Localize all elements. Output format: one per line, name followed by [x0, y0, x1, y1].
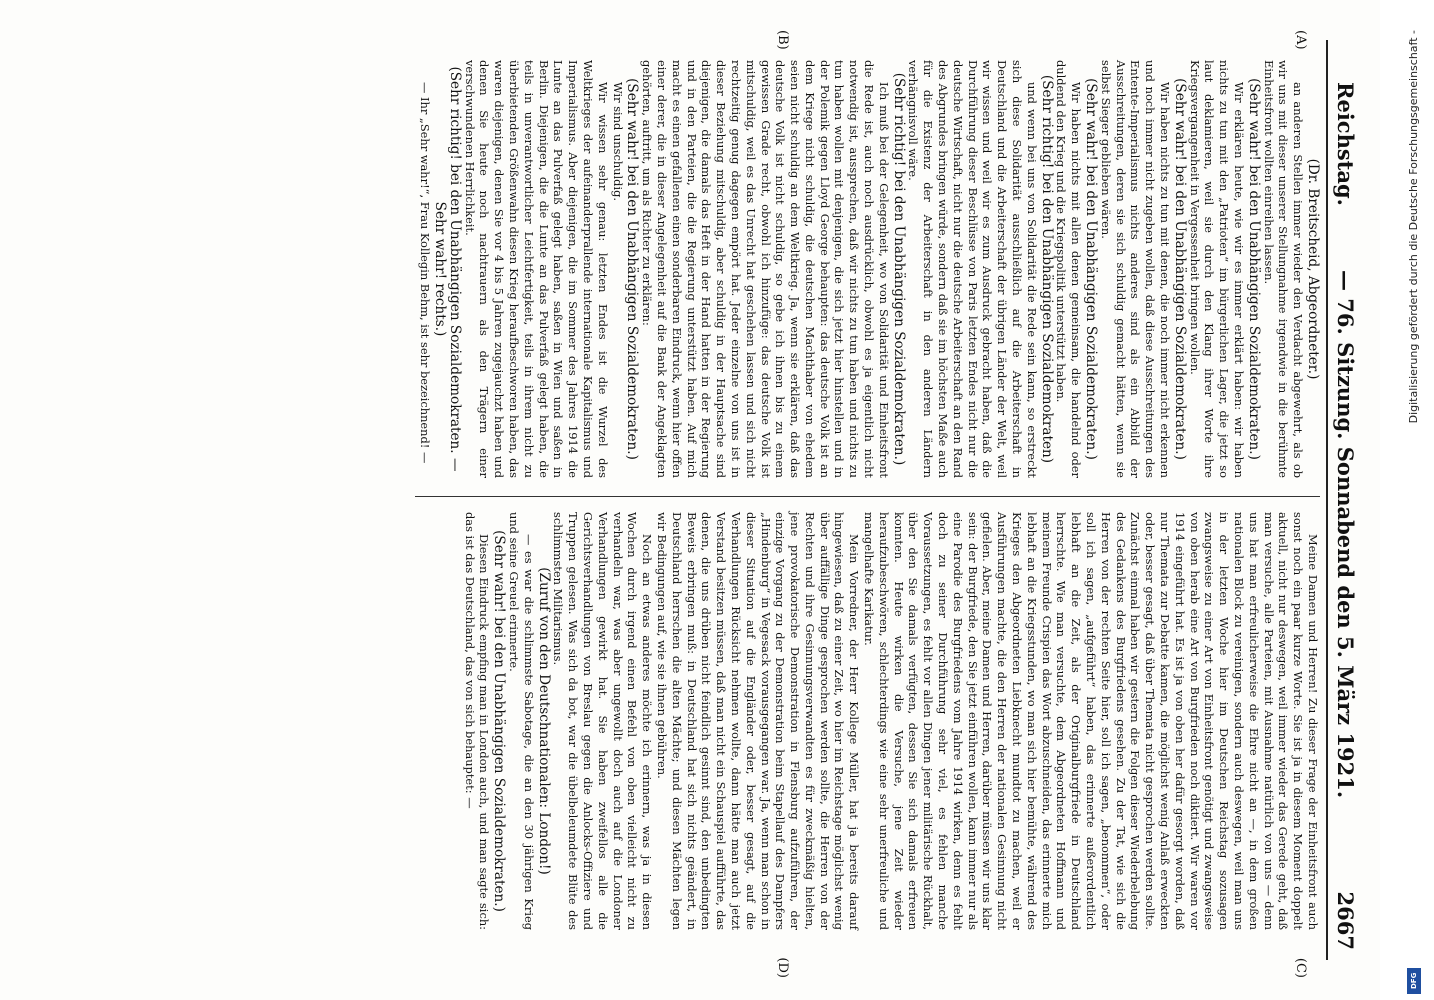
margin-mark-b: (B)	[775, 30, 790, 50]
left-column	[417, 60, 1320, 478]
margin-mark-c: (C)	[1293, 957, 1308, 978]
header-center: — 76. Sitzung. Sonnabend den 5. März 1921.	[1333, 270, 1358, 799]
interjection: (Sehr wahr! bei den Unabhängigen Sozialdemokraten.)	[1171, 78, 1188, 460]
paragraph: Wir sind unschuldig.	[610, 82, 625, 202]
digitization-footer	[1403, 0, 1425, 1000]
right-column	[462, 512, 1320, 930]
page-header	[1326, 40, 1362, 960]
paragraph: Noch an etwas anderes möchte ich erinnern, was ja in diesen Wochen durch irgend einen Befehl von oben vielleicht nicht zu verhandeln war, was aber ungewollt doch auch auf die Londoner Verhandlungen gewirkt hat. Sie haben zweifellos alle die Gerichtsverhandlungen von Breslau gegen die Anlocks-Offiziere und Truppen gelesen. Was sich da bot, war die übelbeleumdete Blüte des schlimmsten Militarismus.	[551, 512, 655, 930]
paragraph: Meine Damen und Herren! Zu dieser Frage der Einheitsfront auch sonst noch ein paar kurze Worte. Sie ist ja in diesem Moment doppelt aktuell, nicht nur deswegen, weil immer wieder das Gerede geht, daß man versuche, alle Parteien, mit Ausnahme natürlich von uns — denn uns hat man erfreulicherweise die Ehre nicht an —, in dem großen nationalen Block zu vereinigen, sondern auch deswegen, weil man uns in der letzten Woche hier im Deutschen Reichstag sozusagen zwangsweise zu einer Art von Einheitsfront genötigt und zwangsweise von oben herab eine Art von Burgfrieden noch diktiert. Wir waren vor 1914 eingeführt hat. Es ist ja von oben her dafür gesorgt worden, daß nur Themata zur Debatte kamen, die möglichst wenig Anlaß erweckten oder, besser gesagt, daß über Themata nicht gesprochen werden sollte. Zunächst einmal haben wir gestern die Folgen dieser Wiederbelebung des Gedankens des Burgfriedens gesehen. Zu der Tat, wie sich die Herren von der rechten Seite hier, soll ich sagen, „benommen“, oder soll ich sagen, „aufgeführt“ haben, das erinnerte außerordentlich lebhaft an die Zeit, als der Originalburgfriede in Deutschland herrschte. Wie man versuchte, dem Abgeordneten Hoffmann und meinem Freunde Crispien das Wort abzuschneiden, das erinnerte mich lebhaft an die Kriegsstunden, wo man sich hier bemühte, während des Krieges den Abgeordneten Liebknecht mundtot zu machen, weil er Ausführungen machte, die den Herren der nationalen Gesinnung nicht gefielen. Aber, meine Damen und Herren, darüber müssen wir uns klar sein: der Burgfriede, den Sie jetzt einführen wollen, kann immer nur als eine Parodie des Burgfriedens vom Jahre 1914 wirken, denn es fehlt doch zu seiner Durchführung sehr viel, es fehlen manche Voraussetzungen, es fehlt vor allen Dingen jener militärische Rückhalt, über den Sie damals verfügten, dessen Sie sich damals erfreuen konnten. Heute wirken die Versuche, jene Zeit wieder heraufzubeschwören, schlechterdings wie eine sehr unerfreuliche und mangelhafte Karikatur.	[862, 512, 1320, 930]
interjection: (Sehr richtig! bei den Unabhängigen Sozialdemokraten. — Sehr wahr! rechts.)	[431, 66, 463, 472]
paragraph: Wir haben nichts mit allen denen gemeinsam, die handelnd oder duldend den Krieg und die Kriegspolitik unterstützt haben.	[1054, 60, 1084, 478]
interjection: (Sehr wahr! bei den Unabhängigen Sozialdemokraten.)	[624, 78, 641, 460]
page-number: 2667	[1333, 891, 1358, 950]
interjection: (Sehr wahr! bei den Unabhängigen Sozialdemokraten.)	[1083, 78, 1100, 460]
interjection: (Sehr richtig! bei den Unabhängigen Sozialdemokraten)	[1038, 74, 1055, 464]
paragraph: — Ihr „Sehr wahr!“, Frau Kollegin Behm, ist sehr bezeichnend! —	[418, 82, 433, 464]
interjection: (Zuruf von den Deutschnationalen: London!)	[535, 567, 552, 875]
margin-mark-a: (A)	[1293, 30, 1308, 50]
interjection: (Sehr wahr! bei den Unabhängigen Sozialdemokraten.)	[491, 530, 508, 912]
paragraph: Diesen Eindruck empfing man in London auch, und man sagte sich: das ist das Deutschland, das von sich behauptet: —	[462, 512, 492, 930]
header-left: Reichstag.	[1333, 82, 1358, 206]
dfg-logo: DFG	[1407, 968, 1421, 994]
interjection: (Dr. Breitscheid, Abgeordneter.)	[1305, 158, 1321, 380]
paragraph: Wir haben nichts zu tun mit denen, die noch immer nicht erkennen und noch immer nicht zugeben wollen, daß diese Ausschreitungen des Entente-Imperialismus nichts anderes sind als ein Abbild der Ausschreitungen, deren sie sich schuldig gemacht hätten, wenn sie selbst Sieger geblieben wären.	[1098, 60, 1173, 478]
paragraph: Wir erklären heute, wie wir es immer erklärt haben: wir haben nichts zu tun mit den „Patrioten“ im bürgerlichen Lager, die jetzt so laut deklamieren, weil sie durch den Klang ihrer Worte ihre Kriegsvergangenheit in Vergessenheit bringen wollen.	[1187, 60, 1247, 478]
paragraph: Wir wissen sehr genau: letzten Endes ist die Wurzel des Weltkrieges der aufeinanderprallende internationale Kapitalismus und Imperialismus. Aber diejenigen, die im Sommer des Jahres 1914 die Lunte an das Pulverfaß gelegt haben, saßen in Wien und saßen in Berlin. Diejenigen, die die Lunte an das Pulverfaß gelegt haben, die teils in unverantwortlicher Leichtfertigkeit, teils in ihrem nicht zu überbietenden Größenwahn diesen Krieg heraufbeschworen haben, das waren diejenigen, denen Sie vor 4 bis 5 Jahren zugejauchzt haben und denen Sie heute noch nachtrauern als den Trägern einer verschwundenen Herrlichkeit.	[462, 60, 610, 478]
paragraph: Ich muß bei der Gelegenheit, wo von Solidarität und Einheitsfront die Rede ist, auch noch ausdrücklich, obwohl es ja eigentlich nicht notwendig ist, aussprechen, daß wir nichts zu tun haben und nichts zu tun haben wollen mit denjenigen, die sich jetzt hier hinstellen und in der Polemik gegen Lloyd George behaupten: das deutsche Volk ist an dem Kriege nicht schuldig, die deutschen Machthaber von ehedem seien nicht schuldig an dem Weltkrieg. Ja, wenn sie erklären, daß das deutsche Volk ist nicht schuldig, so gebe ich ihnen bis zu einem gewissen Grade recht, obwohl ich hinzufüge: das deutsche Volk ist mitschuldig, weil es das Unrecht hat geschehen lassen und sich nicht rechtzeitig genug dagegen empört hat. Jeder einzelne von uns ist in dieser Beziehung mitschuldig, aber schuldig in der Hauptsache sind diejenigen, die damals das Heft in der Hand hatten in der Regierung und in den Parteien, die die Regierung unterstützt haben. Auf mich macht es einen gefallenen einen sonderbaren Eindruck, wenn hier offen einer derer, die in dieser Angelegenheit auf die Bank der Angeklagten gehörten, auftritt, um als Richter zu erklären:	[640, 60, 891, 478]
paragraph: Mein Vorredner, der Herr Kollege Müller, hat ja bereits darauf hingewiesen, daß zu einer Zeit, wo hier im Reichstage möglichst wenig über auffällige Dinge gesprochen werden sollte, die Herren von der Rechten und ihre Gesinnungsverwandten es für zweckmäßig hielten, jene provokatorische Demonstration in Flensburg aufzuführen, der einzige Vorgang zu der Demonstration beim Stapellauf des Dampfers „Hindenburg“ in Vegesack vorausgegangen war. Ja, wenn man schon in dieser Situation auf die Engländer oder, besser gesagt, auf die Verhandlungen Rücksicht nehmen wollte, dann hätte man auch jetzt Verstand besitzen müssen, daß man nicht ein Schauspiel aufführte, das denen, die uns drüben nicht feindlich gesinnt sind, den unbedingten Beweis erbringen muß: in Deutschland hat sich nichts geändert, in Deutschland herrschen die alten Mächte; und diesen Mächten legen wir Bedingungen auf, wie sie ihnen gebühren.	[654, 512, 862, 930]
paragraph: — es war die schlimmste Sabotage, die an den 30 jährigen Krieg und seine Greuel erinnerte.	[506, 512, 536, 930]
digitization-note: Digitalisierung gefördert durch die Deutsche Forschungsgemeinschaft -	[1407, 30, 1420, 424]
interjection: (Sehr wahr! bei den Unabhängigen Sozialdemokraten.)	[1245, 78, 1262, 460]
interjection: (Sehr richtig! bei den Unabhängigen Sozialdemokraten.)	[890, 72, 907, 466]
margin-mark-d: (D)	[775, 957, 790, 978]
paragraph: an anderen Stellen immer wieder den Verdacht abgewehrt, als ob wir uns mit dieser unserer Stellungnahme irgendwie in die berühmte Einheitsfront wollten einreihen lassen.	[1261, 60, 1306, 478]
paragraph: und wenn bei uns von Solidarität die Rede sein kann, so erstreckt sich diese Solidarität ausschließlich auf die Arbeiterschaft in Deutschland und die Arbeiterschaft der übrigen Länder der Welt, weil wir wissen und weil wir es zum Ausdruck gebracht haben, daß die Durchführung dieser Beschlüsse von Paris letzten Endes nicht nur die deutsche Wirtschaft, nicht nur die deutsche Arbeiterschaft an den Rand des Abgrundes bringen würde, sondern daß sie im höchsten Maße auch für die Existenz der Arbeiterschaft in den anderen Ländern verhängnisvoll wäre.	[906, 60, 1039, 478]
column-divider	[415, 496, 1320, 497]
